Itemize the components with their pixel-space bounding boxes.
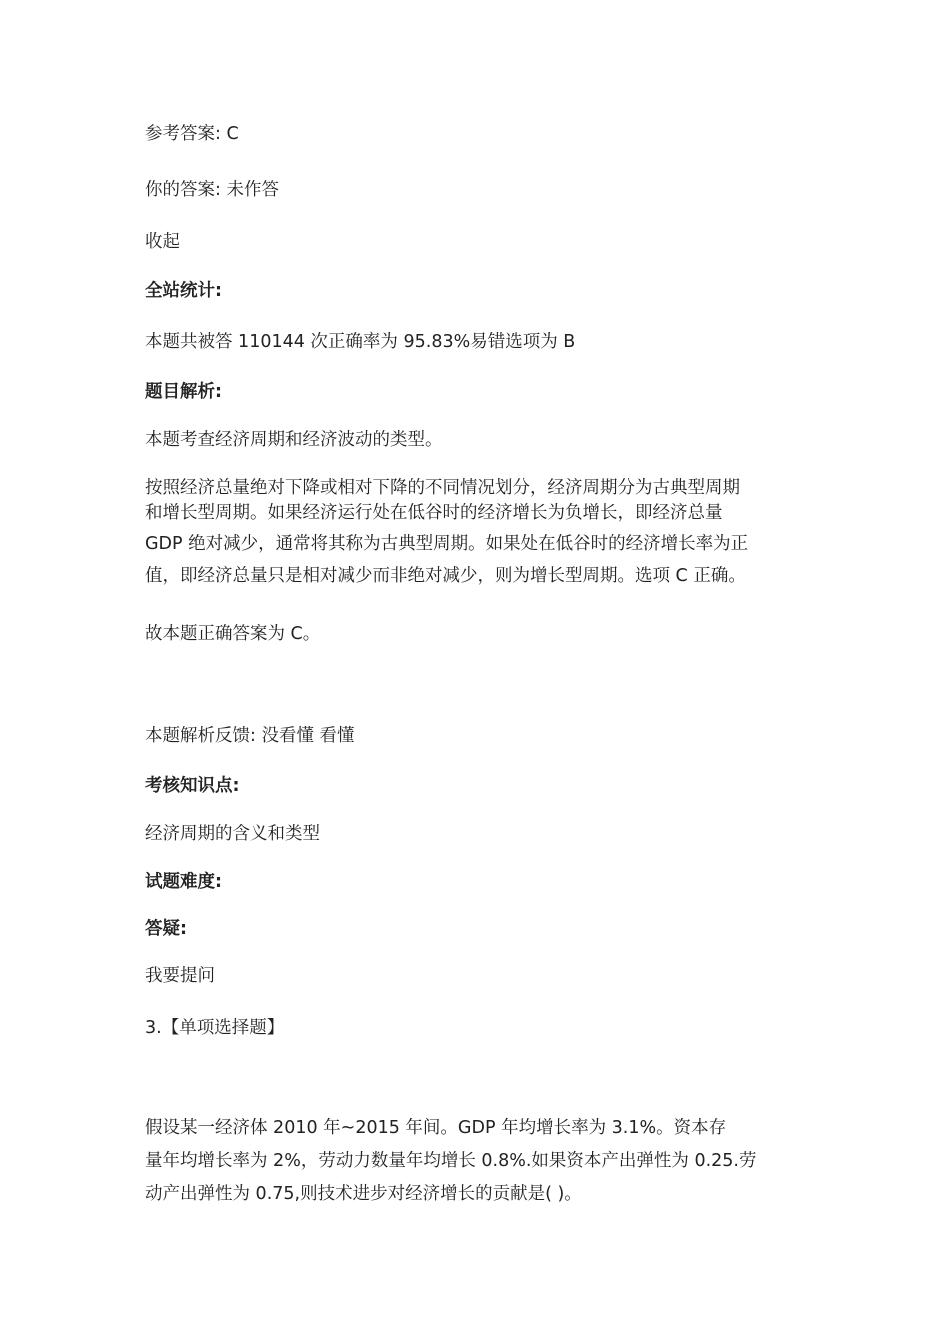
your-answer: 你的答案: 未作答 bbox=[145, 180, 279, 200]
question-line-3: 动产出弹性为 0.75,则技术进步对经济增长的贡献是( )。 bbox=[145, 1184, 582, 1204]
analysis-line-2: 和增长型周期。如果经济运行处在低谷时的经济增长为负增长，即经济总量 bbox=[145, 503, 723, 523]
stats-heading: 全站统计: bbox=[145, 281, 222, 301]
ask-question-link[interactable]: 我要提问 bbox=[145, 966, 215, 986]
not-understood-button[interactable]: 没看懂 bbox=[261, 726, 314, 746]
qa-heading: 答疑: bbox=[145, 919, 187, 939]
knowledge-text: 经济周期的含义和类型 bbox=[145, 824, 320, 844]
knowledge-heading: 考核知识点: bbox=[145, 776, 240, 796]
collapse-link[interactable]: 收起 bbox=[145, 232, 180, 252]
feedback-row bbox=[145, 722, 355, 747]
analysis-line-4: 值，即经济总量只是相对减少而非绝对减少，则为增长型周期。选项 C 正确。 bbox=[145, 566, 746, 586]
stats-text: 本题共被答 110144 次正确率为 95.83%易错选项为 B bbox=[145, 332, 576, 352]
analysis-intro: 本题考查经济周期和经济波动的类型。 bbox=[145, 430, 443, 450]
difficulty-heading: 试题难度: bbox=[145, 872, 222, 892]
question-line-2: 量年均增长率为 2%，劳动力数量年均增长 0.8%.如果资本产出弹性为 0.25.劳 bbox=[145, 1151, 757, 1171]
feedback-label: 本题解析反馈: bbox=[145, 726, 262, 746]
question-line-1: 假设某一经济体 2010 年~2015 年间。GDP 年均增长率为 3.1%。资本存 bbox=[145, 1118, 727, 1138]
analysis-line-1: 按照经济总量绝对下降或相对下降的不同情况划分，经济周期分为古典型周期 bbox=[145, 478, 740, 498]
reference-answer: 参考答案: C bbox=[145, 124, 239, 144]
understood-button[interactable]: 看懂 bbox=[319, 726, 355, 746]
analysis-heading: 题目解析: bbox=[145, 382, 222, 402]
analysis-line-3: GDP 绝对减少，通常将其称为古典型周期。如果处在低谷时的经济增长率为正 bbox=[145, 534, 749, 554]
question-type: 3.【单项选择题】 bbox=[145, 1018, 285, 1038]
analysis-conclusion: 故本题正确答案为 C。 bbox=[145, 624, 321, 644]
